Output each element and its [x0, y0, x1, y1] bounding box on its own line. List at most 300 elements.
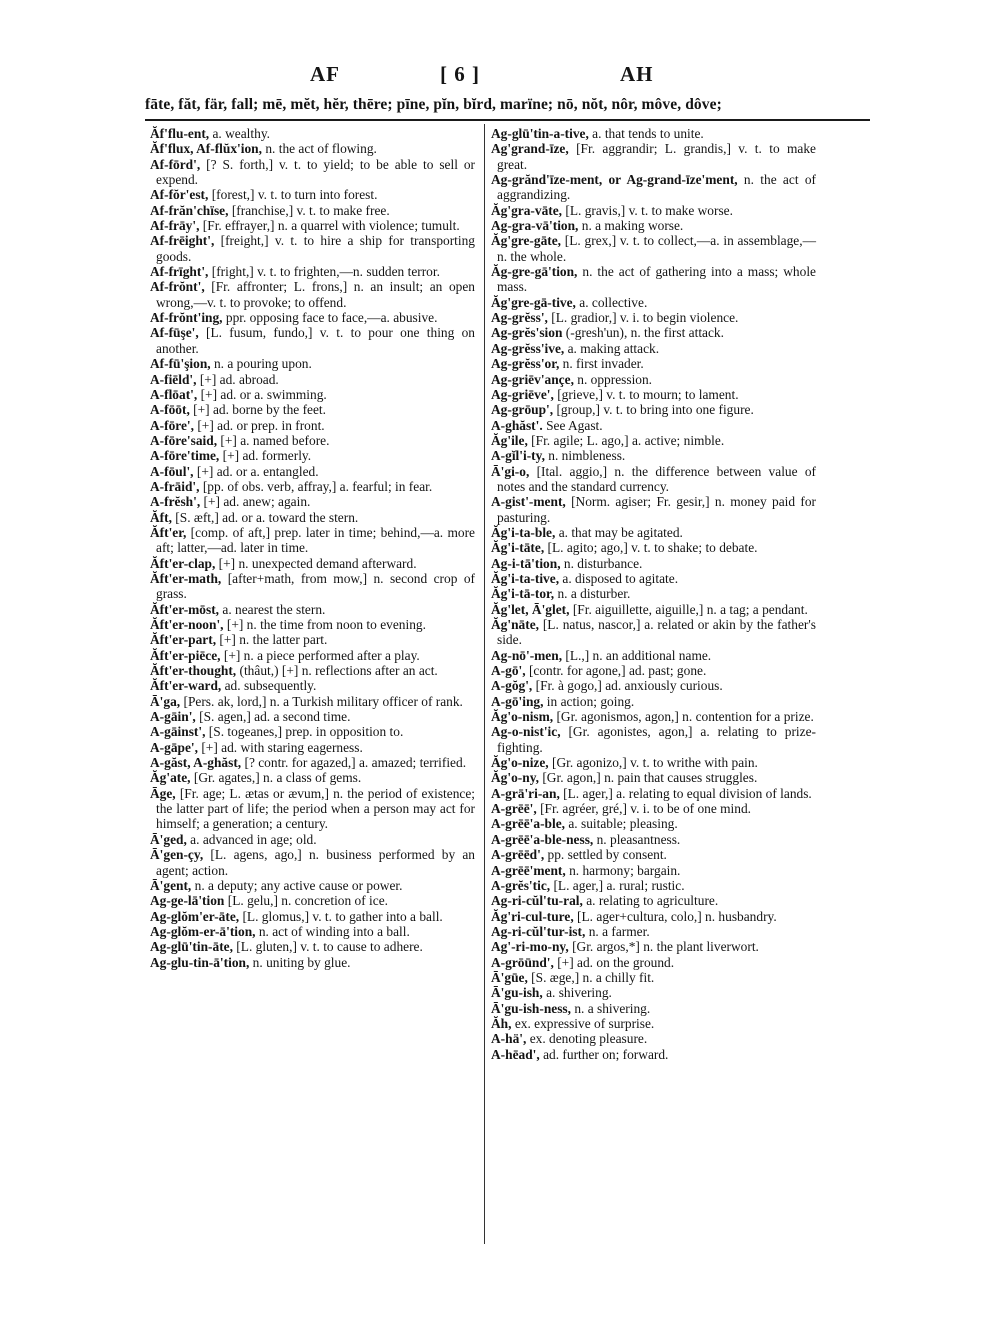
entry-definition: a. that tends to unite.	[588, 126, 704, 141]
entry-headword: A-ghăst'.	[491, 417, 543, 433]
entry-headword: Ăft'er-part,	[150, 632, 217, 648]
dictionary-entry	[491, 448, 816, 463]
entry-headword: Ag-glŏm-er-ā'tion,	[150, 923, 256, 939]
entry-headword: Ăft'er-math,	[150, 570, 222, 586]
entry-definition: a. suitable; pleasing.	[565, 816, 678, 832]
dictionary-entry	[491, 786, 816, 801]
entry-headword: Ā'gi-o,	[491, 463, 530, 479]
entry-headword: Ăg'i-ta-ble,	[491, 524, 556, 540]
entry-definition: a. disposed to agitate.	[559, 570, 679, 586]
entry-definition: ad. subsequently.	[221, 678, 317, 694]
pronunciation-key: fāte, făt, fär, fall; mē, mĕt, hĕr, thēre; pīne, pĭn, bĭrd, marïne; nō, nŏt, nôr, môve, dôve;	[145, 96, 722, 113]
dictionary-entry	[150, 571, 475, 602]
entry-definition: in action; going.	[543, 693, 635, 709]
entry-headword: Ăg'i-tāte,	[491, 540, 545, 556]
dictionary-entry	[491, 1047, 816, 1062]
entry-definition: [+] ad. with staring eagerness.	[197, 739, 363, 755]
dictionary-entry	[491, 141, 816, 172]
entry-definition: ex. expressive of surprise.	[511, 1015, 655, 1031]
entry-definition: ad. further on; forward.	[539, 1046, 669, 1062]
entry-definition: [comp. of aft,] prep. later in time; behind,—a. more aft; latter,—ad. later in time.	[156, 524, 475, 556]
entry-headword: Ā'gu-ish-ness,	[491, 1000, 571, 1016]
dictionary-entry	[150, 847, 475, 878]
dictionary-entry	[150, 663, 475, 678]
dictionary-entry	[491, 556, 816, 571]
entry-definition: [Norm. agiser; Fr. gesir,] n. money paid for pasturing.	[497, 494, 816, 525]
dictionary-entry	[491, 755, 816, 770]
entry-headword: Ag-ri-cŭl'tur-ist,	[491, 923, 586, 939]
dictionary-entry	[491, 878, 816, 893]
entry-definition: [S. agen,] ad. a second time.	[195, 709, 351, 725]
entry-headword: A-hēad',	[491, 1046, 540, 1062]
entry-definition: n. a shivering.	[571, 1000, 651, 1016]
dictionary-entry	[491, 648, 816, 663]
dictionary-entry	[150, 632, 475, 647]
entry-definition: [L. ager,] a. rural; rustic.	[550, 877, 685, 893]
dictionary-entry	[150, 418, 475, 433]
entry-headword: A-hä',	[491, 1031, 527, 1047]
entry-definition: n. a deputy; any active cause or power.	[191, 877, 403, 893]
entry-headword: Ā'gen-çy,	[150, 847, 204, 863]
entry-headword: Ag-o-nist'ic,	[491, 724, 561, 740]
entry-headword: Ag-ri-cŭl'tu-ral,	[491, 893, 583, 909]
dictionary-entry	[491, 264, 816, 295]
entry-definition: [L. gluten,] v. t. to cause to adhere.	[232, 939, 423, 955]
entry-definition: n. act of winding into a ball.	[255, 923, 410, 939]
entry-headword: A-gāin',	[150, 709, 196, 725]
entry-definition: [+] ad. borne by the feet.	[189, 402, 326, 418]
entry-definition: n. a disturber.	[554, 586, 631, 602]
entry-definition: [+] ad. on the ground.	[553, 954, 675, 970]
entry-definition: a. shivering.	[542, 985, 612, 1001]
dictionary-entry	[491, 387, 816, 402]
dictionary-entry	[150, 372, 475, 387]
entry-headword: Ăh,	[491, 1015, 512, 1031]
dictionary-entry	[150, 510, 475, 525]
dictionary-entry	[491, 418, 816, 433]
dictionary-entry	[150, 325, 475, 356]
dictionary-entry	[491, 770, 816, 785]
dictionary-entry	[150, 464, 475, 479]
entry-definition: a. wealthy.	[209, 126, 270, 141]
entry-headword: A-grōūnd',	[491, 954, 554, 970]
entry-definition: [L. gradior,] v. i. to begin violence.	[547, 310, 739, 326]
entry-definition: [+] ad. abroad.	[196, 371, 279, 387]
dictionary-entry	[491, 126, 816, 141]
entry-headword: Af-frŏnt'ing,	[150, 310, 223, 326]
dictionary-entry	[491, 310, 816, 325]
entry-definition: [L. natus, nascor,] a. related or akin by the father's side.	[497, 617, 816, 648]
entry-headword: Ag-griēv'ançe,	[491, 371, 574, 387]
dictionary-entry	[150, 310, 475, 325]
entry-headword: Ag-grōup',	[491, 402, 554, 418]
entry-definition: (thâut,) [+] n. reflections after an act.	[236, 663, 438, 679]
dictionary-entry	[491, 1001, 816, 1016]
dictionary-entry	[491, 832, 816, 847]
entry-headword: A-gist'-ment,	[491, 494, 566, 510]
entry-definition: [Gr. agonizo,] v. t. to writhe with pain.	[548, 755, 758, 771]
dictionary-entry	[150, 893, 475, 908]
entry-definition: [L. gelu,] n. concretion of ice.	[224, 893, 388, 909]
entry-headword: Ăf'flux, Af-flŭx'ion,	[150, 141, 262, 157]
entry-definition: n. the act of flowing.	[261, 141, 377, 157]
entry-headword: A-fōul',	[150, 463, 194, 479]
entry-headword: Ăft'er-clap,	[150, 555, 216, 571]
dictionary-entry	[491, 494, 816, 525]
entry-definition: [+] a. named before.	[217, 432, 330, 448]
entry-definition: [S. æft,] ad. or a. toward the stern.	[171, 509, 359, 525]
entry-definition: [L. ager,] a. relating to equal division of lands.	[559, 785, 812, 801]
dictionary-entry	[150, 740, 475, 755]
entry-headword: Ăg'o-ny,	[491, 770, 539, 786]
entry-definition: n. oppression.	[573, 371, 653, 387]
entry-headword: Ā'ga,	[150, 693, 181, 709]
dictionary-entry	[491, 325, 816, 340]
entry-headword: A-fiēld',	[150, 371, 197, 387]
entry-definition: [+] n. the time from noon to evening.	[223, 617, 426, 632]
entry-definition: [L. ager+cultura, colo,] n. husbandry.	[573, 908, 777, 924]
entry-headword: A-găst, A-ghăst,	[150, 755, 242, 771]
column-divider	[484, 124, 485, 1244]
entry-headword: A-flōat',	[150, 386, 198, 402]
dictionary-entry	[491, 939, 816, 954]
entry-headword: Ăg'o-nism,	[491, 709, 554, 725]
entry-definition: [L. agito; ago,] v. t. to shake; to debate.	[544, 540, 758, 556]
entry-definition: ppr. opposing face to face,—a. abusive.	[222, 310, 438, 326]
entry-headword: Ăg'i-tā-tor,	[491, 586, 555, 602]
entry-headword: Ăft'er-noon',	[150, 617, 224, 632]
entry-definition: a. collective.	[575, 294, 648, 310]
dictionary-entry	[150, 233, 475, 264]
entry-definition: n. a farmer.	[585, 923, 650, 939]
entry-headword: Ăft'er-ward,	[150, 678, 222, 694]
dictionary-entry	[491, 433, 816, 448]
header-rule	[145, 119, 870, 121]
entry-definition: [? contr. for agazed,] a. amazed; terrified.	[241, 755, 467, 771]
entry-definition: [Fr. affronter; L. frons,] n. an insult; an open wrong,—v. t. to provoke; to offend.	[156, 279, 475, 310]
entry-headword: Af-frāy',	[150, 218, 200, 234]
entry-headword: Af-fŏr'est,	[150, 187, 209, 203]
entry-definition: [L. gravis,] v. t. to make worse.	[562, 202, 733, 218]
entry-definition: [pp. of obs. verb, affray,] a. fearful; in fear.	[199, 478, 433, 494]
entry-headword: Af-fōrd',	[150, 156, 201, 172]
entry-definition: a. advanced in age; old.	[186, 831, 317, 847]
dictionary-entry	[491, 663, 816, 678]
entry-headword: Ăg'ile,	[491, 432, 528, 448]
dictionary-entry	[491, 172, 816, 203]
entry-definition: [+] ad. or a. swimming.	[197, 386, 327, 402]
entry-definition: [L.,] n. an additional name.	[562, 647, 712, 663]
dictionary-entry	[150, 203, 475, 218]
entry-definition: [+] ad. or prep. in front.	[194, 417, 325, 433]
dictionary-entry	[150, 909, 475, 924]
entry-definition: [freight,] v. t. to hire a ship for transporting goods.	[156, 233, 475, 264]
entry-definition: n. a pouring upon.	[210, 356, 312, 372]
dictionary-entry	[491, 909, 816, 924]
entry-definition: [Gr. agonismos, agon,] n. contention for a prize.	[553, 709, 814, 725]
entry-headword: A-gō'ing,	[491, 693, 544, 709]
entry-definition: [group,] v. t. to bring into one figure.	[553, 402, 754, 418]
dictionary-entry	[150, 617, 475, 632]
dictionary-entry	[491, 801, 816, 816]
dictionary-entry	[150, 924, 475, 939]
page-number: [ 6 ]	[440, 62, 480, 86]
entry-definition: [Ital. aggio,] n. the difference between value of notes and the standard currency.	[497, 463, 816, 494]
dictionary-entry	[491, 203, 816, 218]
entry-headword: A-fōre'said,	[150, 432, 218, 448]
dictionary-entry	[491, 218, 816, 233]
entry-headword: Ag'grand-īze,	[491, 141, 569, 157]
dictionary-entry	[150, 356, 475, 371]
entry-headword: A-gĭl'i-ty,	[491, 448, 545, 464]
entry-definition: [Gr. agates,] n. a class of gems.	[190, 770, 362, 786]
dictionary-entry	[491, 464, 816, 495]
dictionary-entry	[150, 648, 475, 663]
entry-definition: [+] ad. or a. entangled.	[193, 463, 319, 479]
entry-headword: Ăft'er-thought,	[150, 663, 237, 679]
dictionary-entry	[491, 602, 816, 617]
entry-headword: A-gāpe',	[150, 739, 198, 755]
entry-definition: [L. glomus,] v. t. to gather into a ball.	[239, 908, 443, 924]
entry-headword: Af-fūşe',	[150, 325, 199, 341]
dictionary-entry	[150, 157, 475, 188]
entry-headword: Ā'gent,	[150, 877, 192, 893]
dictionary-entry	[491, 295, 816, 310]
dictionary-entry	[150, 724, 475, 739]
entry-headword: Ag-gra-vā'tion,	[491, 218, 579, 234]
dictionary-entry	[491, 1031, 816, 1046]
entry-headword: A-gŏg',	[491, 678, 533, 694]
dictionary-entry	[150, 218, 475, 233]
entry-definition: [Fr. aiguillette, aiguille,] n. a tag; a pendant.	[569, 601, 808, 617]
entry-definition: See Agast.	[542, 417, 603, 433]
dictionary-entry	[491, 816, 816, 831]
entry-definition: n. a making worse.	[578, 218, 684, 234]
entry-headword: A-grĕs'tic,	[491, 877, 551, 893]
dictionary-entry	[150, 525, 475, 556]
entry-headword: Ăg'gre-gā-tive,	[491, 294, 576, 310]
entry-headword: Ăft,	[150, 509, 172, 525]
entry-definition: [+] ad. formerly.	[219, 448, 312, 464]
dictionary-entry	[150, 786, 475, 832]
entry-headword: Ăg'gre-gāte,	[491, 233, 562, 249]
dictionary-entry	[491, 847, 816, 862]
entry-definition: [+] n. a piece performed after a play.	[220, 647, 420, 663]
dictionary-entry	[150, 939, 475, 954]
entry-definition: a. that may be agitated.	[555, 524, 683, 540]
entry-headword: Af-frăn'chïse,	[150, 202, 229, 218]
dictionary-entry	[150, 878, 475, 893]
dictionary-entry	[491, 694, 816, 709]
entry-definition: [after+math, from mow,] n. second crop of grass.	[156, 570, 475, 602]
entry-definition: n. uniting by glue.	[249, 954, 351, 970]
entry-definition: [Fr. à gogo,] ad. anxiously curious.	[532, 678, 723, 694]
entry-definition: [Gr. argos,*] n. the plant liverwort.	[568, 939, 759, 955]
dictionary-entry	[491, 724, 816, 755]
dictionary-entry	[491, 985, 816, 1000]
dictionary-entry	[491, 233, 816, 264]
right-column	[491, 126, 816, 1062]
entry-definition: [S. togeanes,] prep. in opposition to.	[205, 724, 404, 740]
dictionary-entry	[150, 126, 475, 141]
entry-headword: Af-frŏnt',	[150, 279, 205, 295]
entry-headword: A-fōōt,	[150, 402, 190, 418]
entry-definition: [Pers. ak, lord,] n. a Turkish military officer of rank.	[180, 693, 463, 709]
entry-headword: A-grēē'a-ble,	[491, 816, 565, 832]
dictionary-entry	[491, 893, 816, 908]
dictionary-entry	[150, 279, 475, 310]
dictionary-entry	[150, 264, 475, 279]
entry-definition: [L. grex,] v. t. to collect,—a. in assemblage,—n. the whole.	[497, 233, 816, 264]
entry-headword: A-fōre',	[150, 417, 194, 433]
entry-headword: Ăg'i-ta-tive,	[491, 570, 560, 586]
dictionary-entry	[150, 141, 475, 156]
dictionary-entry	[150, 709, 475, 724]
entry-definition: [Fr. age; L. ætas or ævum,] n. the period of existence; the latter part of life; the period when a person may act for himself; a generation; a century.	[156, 785, 475, 832]
entry-headword: Af-frēight',	[150, 233, 215, 249]
dictionary-entry	[150, 448, 475, 463]
entry-definition: n. the act of gathering into a mass; whole mass.	[497, 264, 816, 295]
dictionary-entry	[491, 402, 816, 417]
right-guide-word: AH	[620, 62, 654, 86]
entry-definition: [Fr. effrayer,] n. a quarrel with violence; tumult.	[199, 218, 460, 234]
dictionary-entry	[491, 341, 816, 356]
entry-headword: A-frĕsh',	[150, 494, 201, 510]
entry-definition: ex. denoting pleasure.	[526, 1031, 648, 1047]
dictionary-entry	[150, 494, 475, 509]
entry-headword: Ag'-ri-mo-ny,	[491, 939, 569, 955]
entry-headword: Ag-grĕss'or,	[491, 356, 560, 372]
dictionary-entry	[150, 955, 475, 970]
dictionary-entry	[491, 356, 816, 371]
entry-definition: n. disturbance.	[560, 555, 643, 571]
left-column	[150, 126, 475, 970]
entry-definition: [+] n. unexpected demand afterward.	[215, 555, 417, 571]
entry-definition: n. harmony; bargain.	[565, 862, 681, 878]
entry-headword: Ag-ge-lā'tion	[150, 893, 225, 909]
dictionary-entry	[150, 694, 475, 709]
dictionary-entry	[491, 571, 816, 586]
entry-headword: Ag-grĕss'ive,	[491, 340, 565, 356]
entry-headword: A-grēē'ment,	[491, 862, 566, 878]
entry-headword: Ā'gūe,	[491, 969, 528, 985]
entry-headword: A-frāid',	[150, 478, 200, 494]
entry-definition: [S. æge,] n. a chilly fit.	[527, 969, 655, 985]
dictionary-entry	[150, 402, 475, 417]
dictionary-entry	[491, 525, 816, 540]
entry-headword: Ăg'let, Ā'glet,	[491, 601, 570, 617]
entry-headword: Af-frīght',	[150, 264, 209, 280]
entry-headword: A-grēēd',	[491, 847, 545, 863]
entry-definition: [Fr. agile; L. ago,] a. active; nimble.	[527, 432, 725, 448]
dictionary-entry	[491, 863, 816, 878]
dictionary-entry	[491, 709, 816, 724]
entry-headword: Ăft'er-piēce,	[150, 647, 221, 663]
entry-definition: n. pleasantness.	[593, 831, 681, 847]
dictionary-entry	[150, 770, 475, 785]
entry-definition: [fright,] v. t. to frighten,—n. sudden terror.	[208, 264, 440, 280]
entry-headword: A-fōre'time,	[150, 448, 220, 464]
entry-headword: Ăg'nāte,	[491, 617, 539, 632]
entry-headword: Ag-grănd'īze-ment, or Ag-grand-īze'ment,	[491, 172, 738, 188]
dictionary-entry	[150, 755, 475, 770]
dictionary-entry	[150, 556, 475, 571]
entry-headword: Af-fū'şion,	[150, 356, 211, 372]
entry-definition: [grieve,] v. t. to mourn; to lament.	[553, 386, 739, 402]
entry-headword: Ag-griēve',	[491, 386, 554, 402]
entry-definition: [L. agens, ago,] n. business performed by an agent; action.	[156, 847, 475, 878]
entry-definition: [L. fusum, fundo,] v. t. to pour one thing on another.	[156, 325, 475, 356]
entry-definition: [+] ad. anew; again.	[200, 494, 311, 510]
dictionary-entry	[150, 678, 475, 693]
entry-headword: Ăft'er-mōst,	[150, 601, 220, 617]
dictionary-entry	[491, 955, 816, 970]
dictionary-entry	[491, 1016, 816, 1031]
entry-definition: [contr. for agone,] ad. past; gone.	[525, 663, 707, 679]
entry-headword: A-grā'ri-an,	[491, 785, 560, 801]
dictionary-entry	[491, 540, 816, 555]
entry-definition: pp. settled by consent.	[544, 847, 667, 863]
entry-headword: Ag-grĕss',	[491, 310, 548, 326]
entry-headword: Ā'gu-ish,	[491, 985, 543, 1001]
dictionary-entry	[150, 187, 475, 202]
dictionary-entry	[491, 924, 816, 939]
entry-headword: A-grēē',	[491, 801, 537, 817]
page-header	[140, 62, 870, 92]
entry-definition: n. nimbleness.	[544, 448, 626, 464]
dictionary-entry	[150, 479, 475, 494]
entry-definition: [+] n. the latter part.	[216, 632, 328, 648]
entry-definition: [Fr. agréer, gré,] v. i. to be of one mind.	[536, 801, 752, 817]
entry-headword: Ag-glu-tin-ā'tion,	[150, 954, 250, 970]
entry-headword: Ăg'ate,	[150, 770, 191, 786]
entry-definition: [franchise,] v. t. to make free.	[228, 202, 390, 218]
entry-headword: Ag-grĕs'sion	[491, 325, 563, 341]
entry-headword: Ag-glŏm'er-āte,	[150, 908, 240, 924]
entry-headword: Ăg'o-nize,	[491, 755, 549, 771]
left-guide-word: AF	[310, 62, 340, 86]
entry-headword: Ăft'er,	[150, 524, 187, 540]
entry-headword: Ag-nō'-men,	[491, 647, 563, 663]
entry-headword: Āge,	[150, 785, 176, 801]
entry-definition: a. relating to agriculture.	[582, 893, 719, 909]
entry-headword: A-gō',	[491, 663, 526, 679]
entry-definition: [forest,] v. t. to turn into forest.	[208, 187, 378, 203]
dictionary-entry	[150, 433, 475, 448]
entry-definition: n. the act of aggrandizing.	[497, 172, 816, 203]
dictionary-entry	[491, 617, 816, 648]
entry-definition: [Gr. agon,] n. pain that causes struggles.	[539, 770, 758, 786]
entry-definition: [? S. forth,] v. t. to yield; to be able to sell or expend.	[156, 156, 475, 188]
entry-definition: (-gresh'un), n. the first attack.	[562, 325, 724, 341]
dictionary-entry	[491, 586, 816, 601]
entry-headword: Ăg'gra-vāte,	[491, 202, 563, 218]
dictionary-entry	[491, 372, 816, 387]
entry-headword: Ag-i-tā'tion,	[491, 555, 561, 571]
entry-headword: Ăg'ri-cul-ture,	[491, 908, 574, 924]
entry-definition: a. making attack.	[564, 340, 660, 356]
entry-headword: Ăf'flu-ent,	[150, 126, 210, 141]
entry-headword: Ăg-gre-gā'tion,	[491, 264, 578, 280]
dictionary-entry	[491, 678, 816, 693]
entry-definition: n. first invader.	[559, 356, 644, 372]
dictionary-entry	[491, 970, 816, 985]
dictionary-entry	[150, 832, 475, 847]
entry-definition: [Fr. aggrandir; L. grandis,] v. t. to make great.	[497, 141, 816, 172]
dictionary-entry	[150, 387, 475, 402]
entry-headword: Ag-glū'tin-āte,	[150, 939, 233, 955]
entry-headword: A-grēē'a-ble-ness,	[491, 831, 594, 847]
